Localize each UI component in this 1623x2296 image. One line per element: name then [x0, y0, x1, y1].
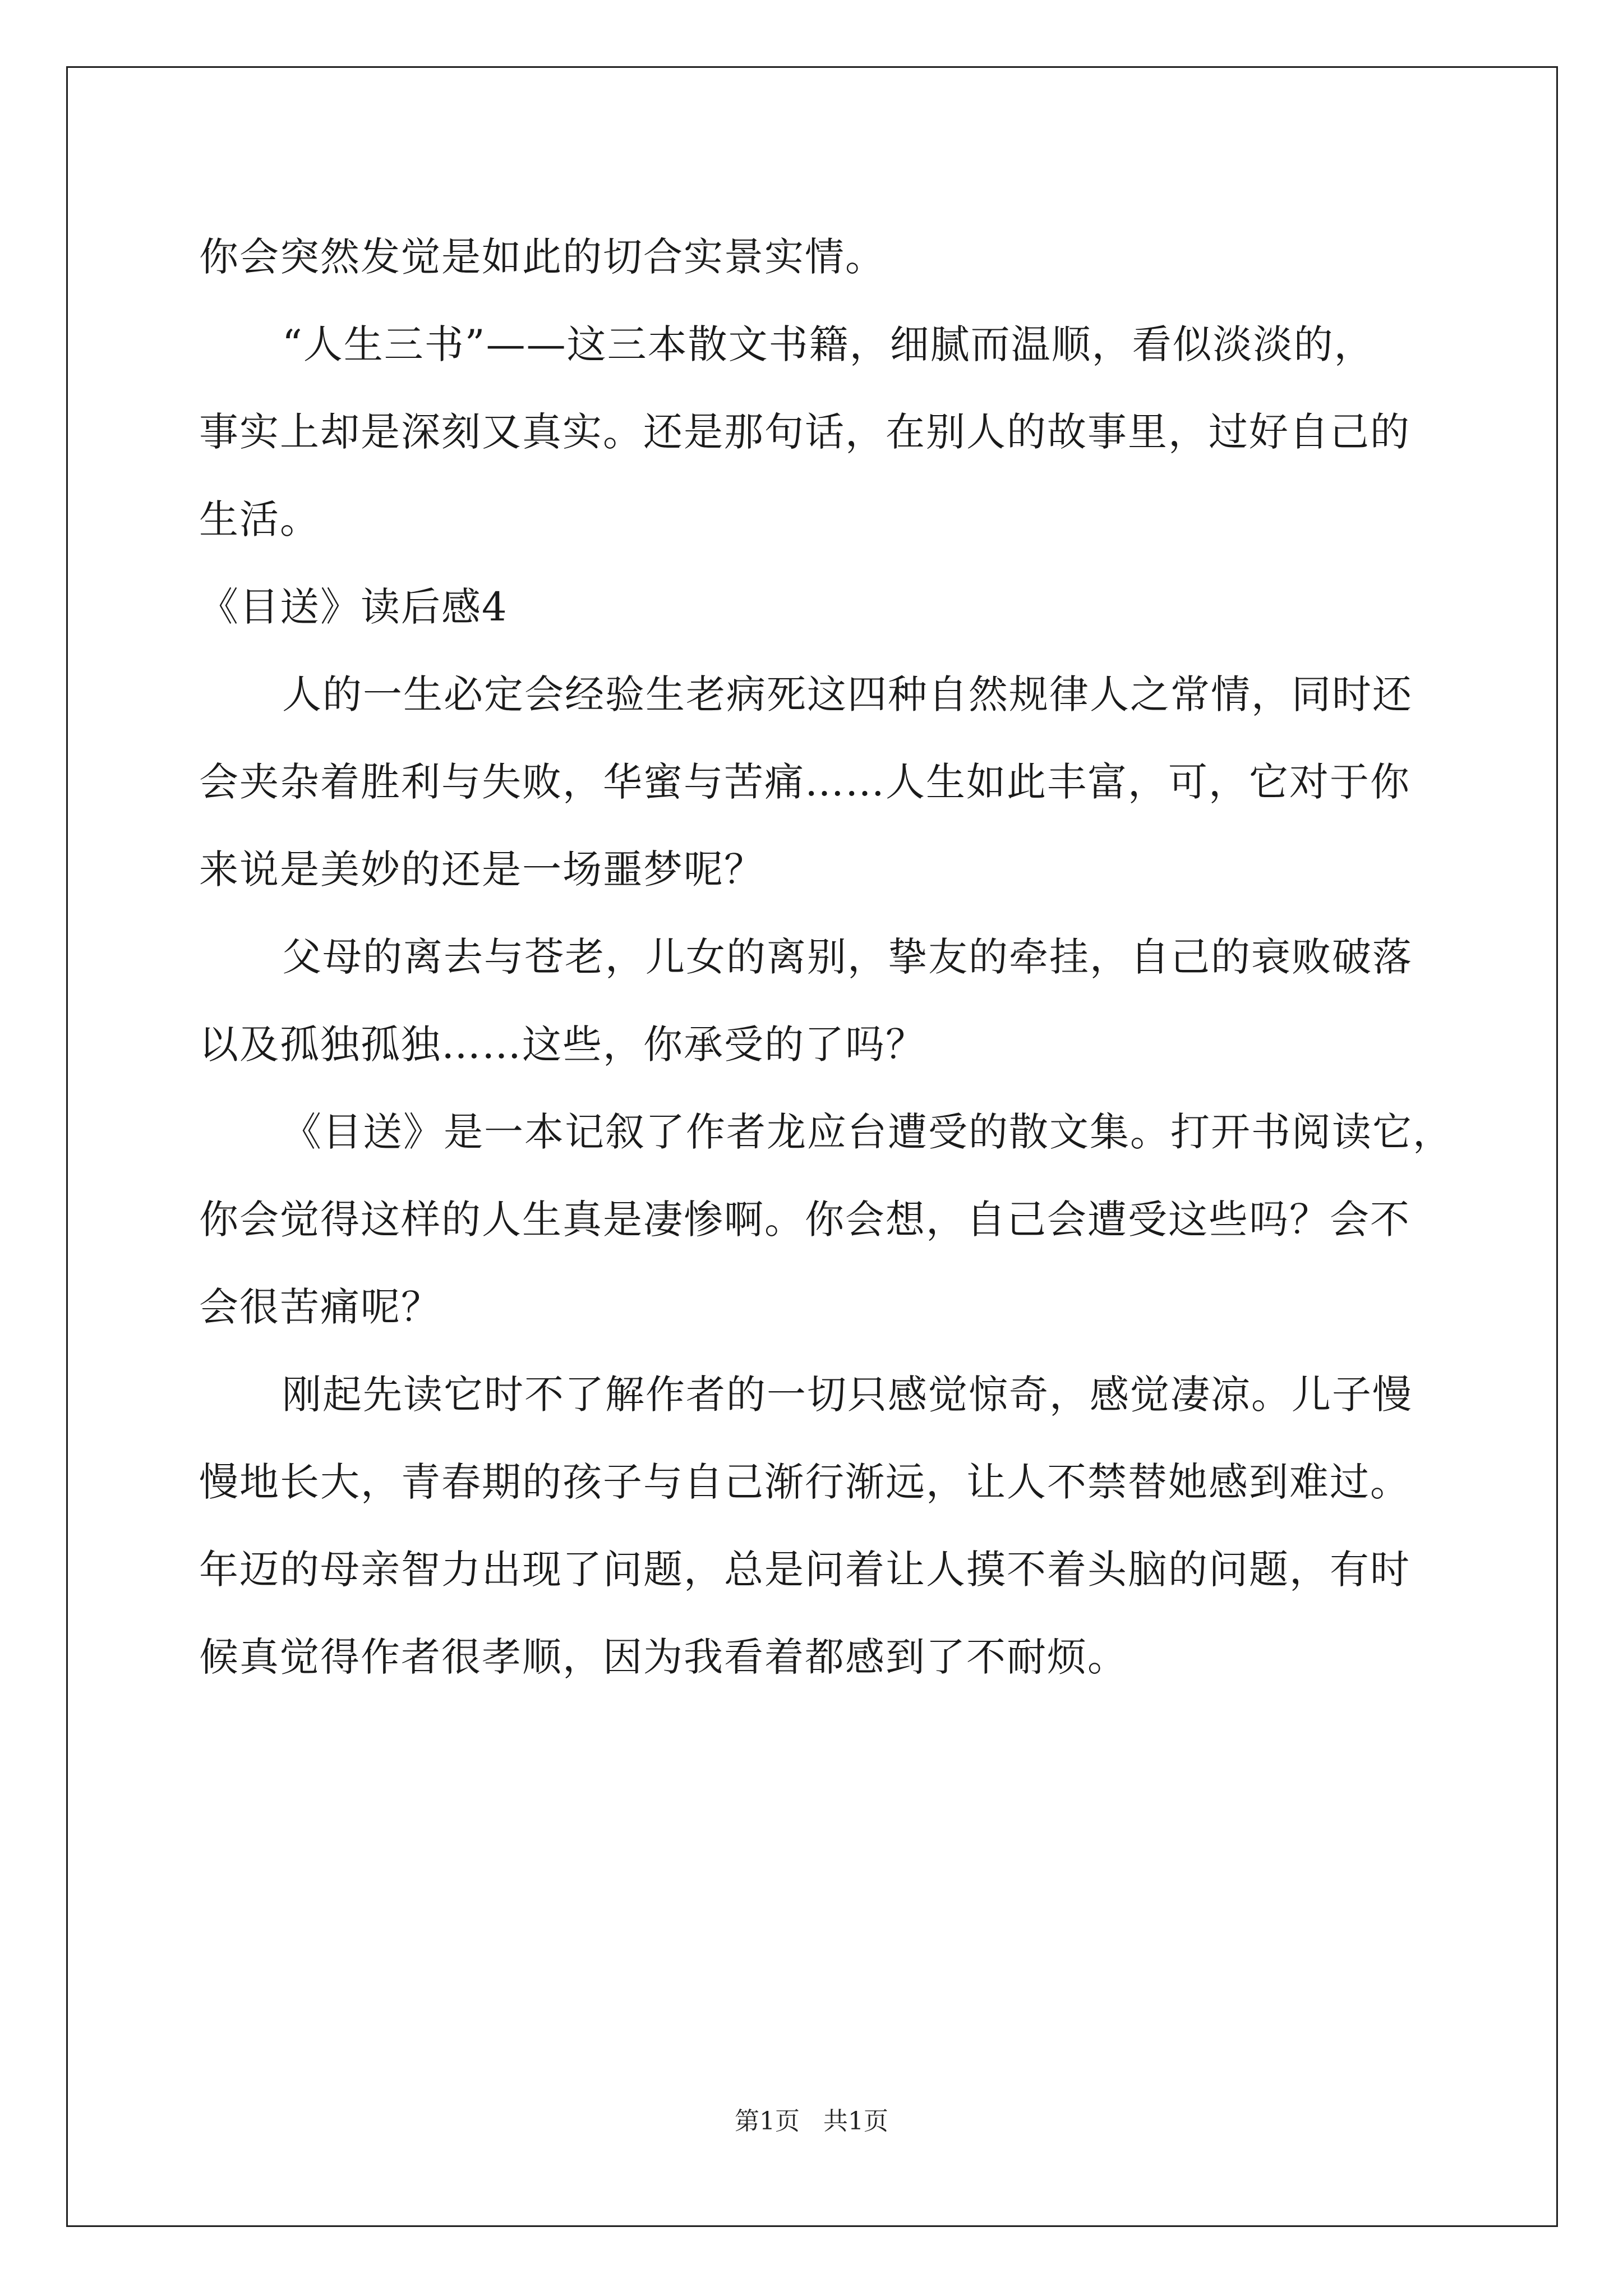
- text-line-9: 父母的离去与苍老，儿女的离别，挚友的牵挂，自己的衰败破落: [282, 934, 1413, 980]
- text-line-15: 慢地长大，青春期的孩子与自己渐行渐远，让人不禁替她感到难过。: [199, 1459, 1410, 1505]
- text-line-12: 你会觉得这样的人生真是凄惨啊。你会想，自己会遭受这些吗？会不: [199, 1197, 1410, 1243]
- page-number-footer: 第1页 共1页: [735, 2107, 888, 2136]
- text-line-16: 年迈的母亲智力出现了问题，总是问着让人摸不着头脑的问题，有时: [199, 1547, 1410, 1593]
- text-line-13: 会很苦痛呢？: [199, 1284, 441, 1330]
- document-body: [199, 213, 1453, 1701]
- text-line-4: 生活。: [199, 496, 320, 542]
- text-line-7: 会夹杂着胜利与失败，华蜜与苦痛……人生如此丰富，可，它对于你: [199, 759, 1410, 805]
- text-line-1: 你会突然发觉是如此的切合实景实情。: [199, 234, 886, 280]
- text-line-6: 人的一生必定会经验生老病死这四种自然规律人之常情，同时还: [282, 671, 1413, 717]
- section-heading: 《目送》读后感4: [199, 584, 508, 630]
- text-line-17: 候真觉得作者很孝顺，因为我看着都感到了不耐烦。: [199, 1634, 1128, 1680]
- text-line-10: 以及孤独孤独……这些，你承受的了吗？: [199, 1022, 926, 1068]
- text-line-11: 《目送》是一本记叙了作者龙应台遭受的散文集。打开书阅读它，: [282, 1109, 1453, 1155]
- text-line-8: 来说是美妙的还是一场噩梦呢？: [199, 846, 764, 892]
- text-line-3: 事实上却是深刻又真实。还是那句话，在别人的故事里，过好自己的: [199, 409, 1410, 455]
- text-line-2: “人生三书”——这三本散文书籍，细腻而温顺，看似淡淡的，: [282, 321, 1375, 367]
- text-line-14: 刚起先读它时不了解作者的一切只感觉惊奇，感觉凄凉。儿子慢: [282, 1372, 1413, 1418]
